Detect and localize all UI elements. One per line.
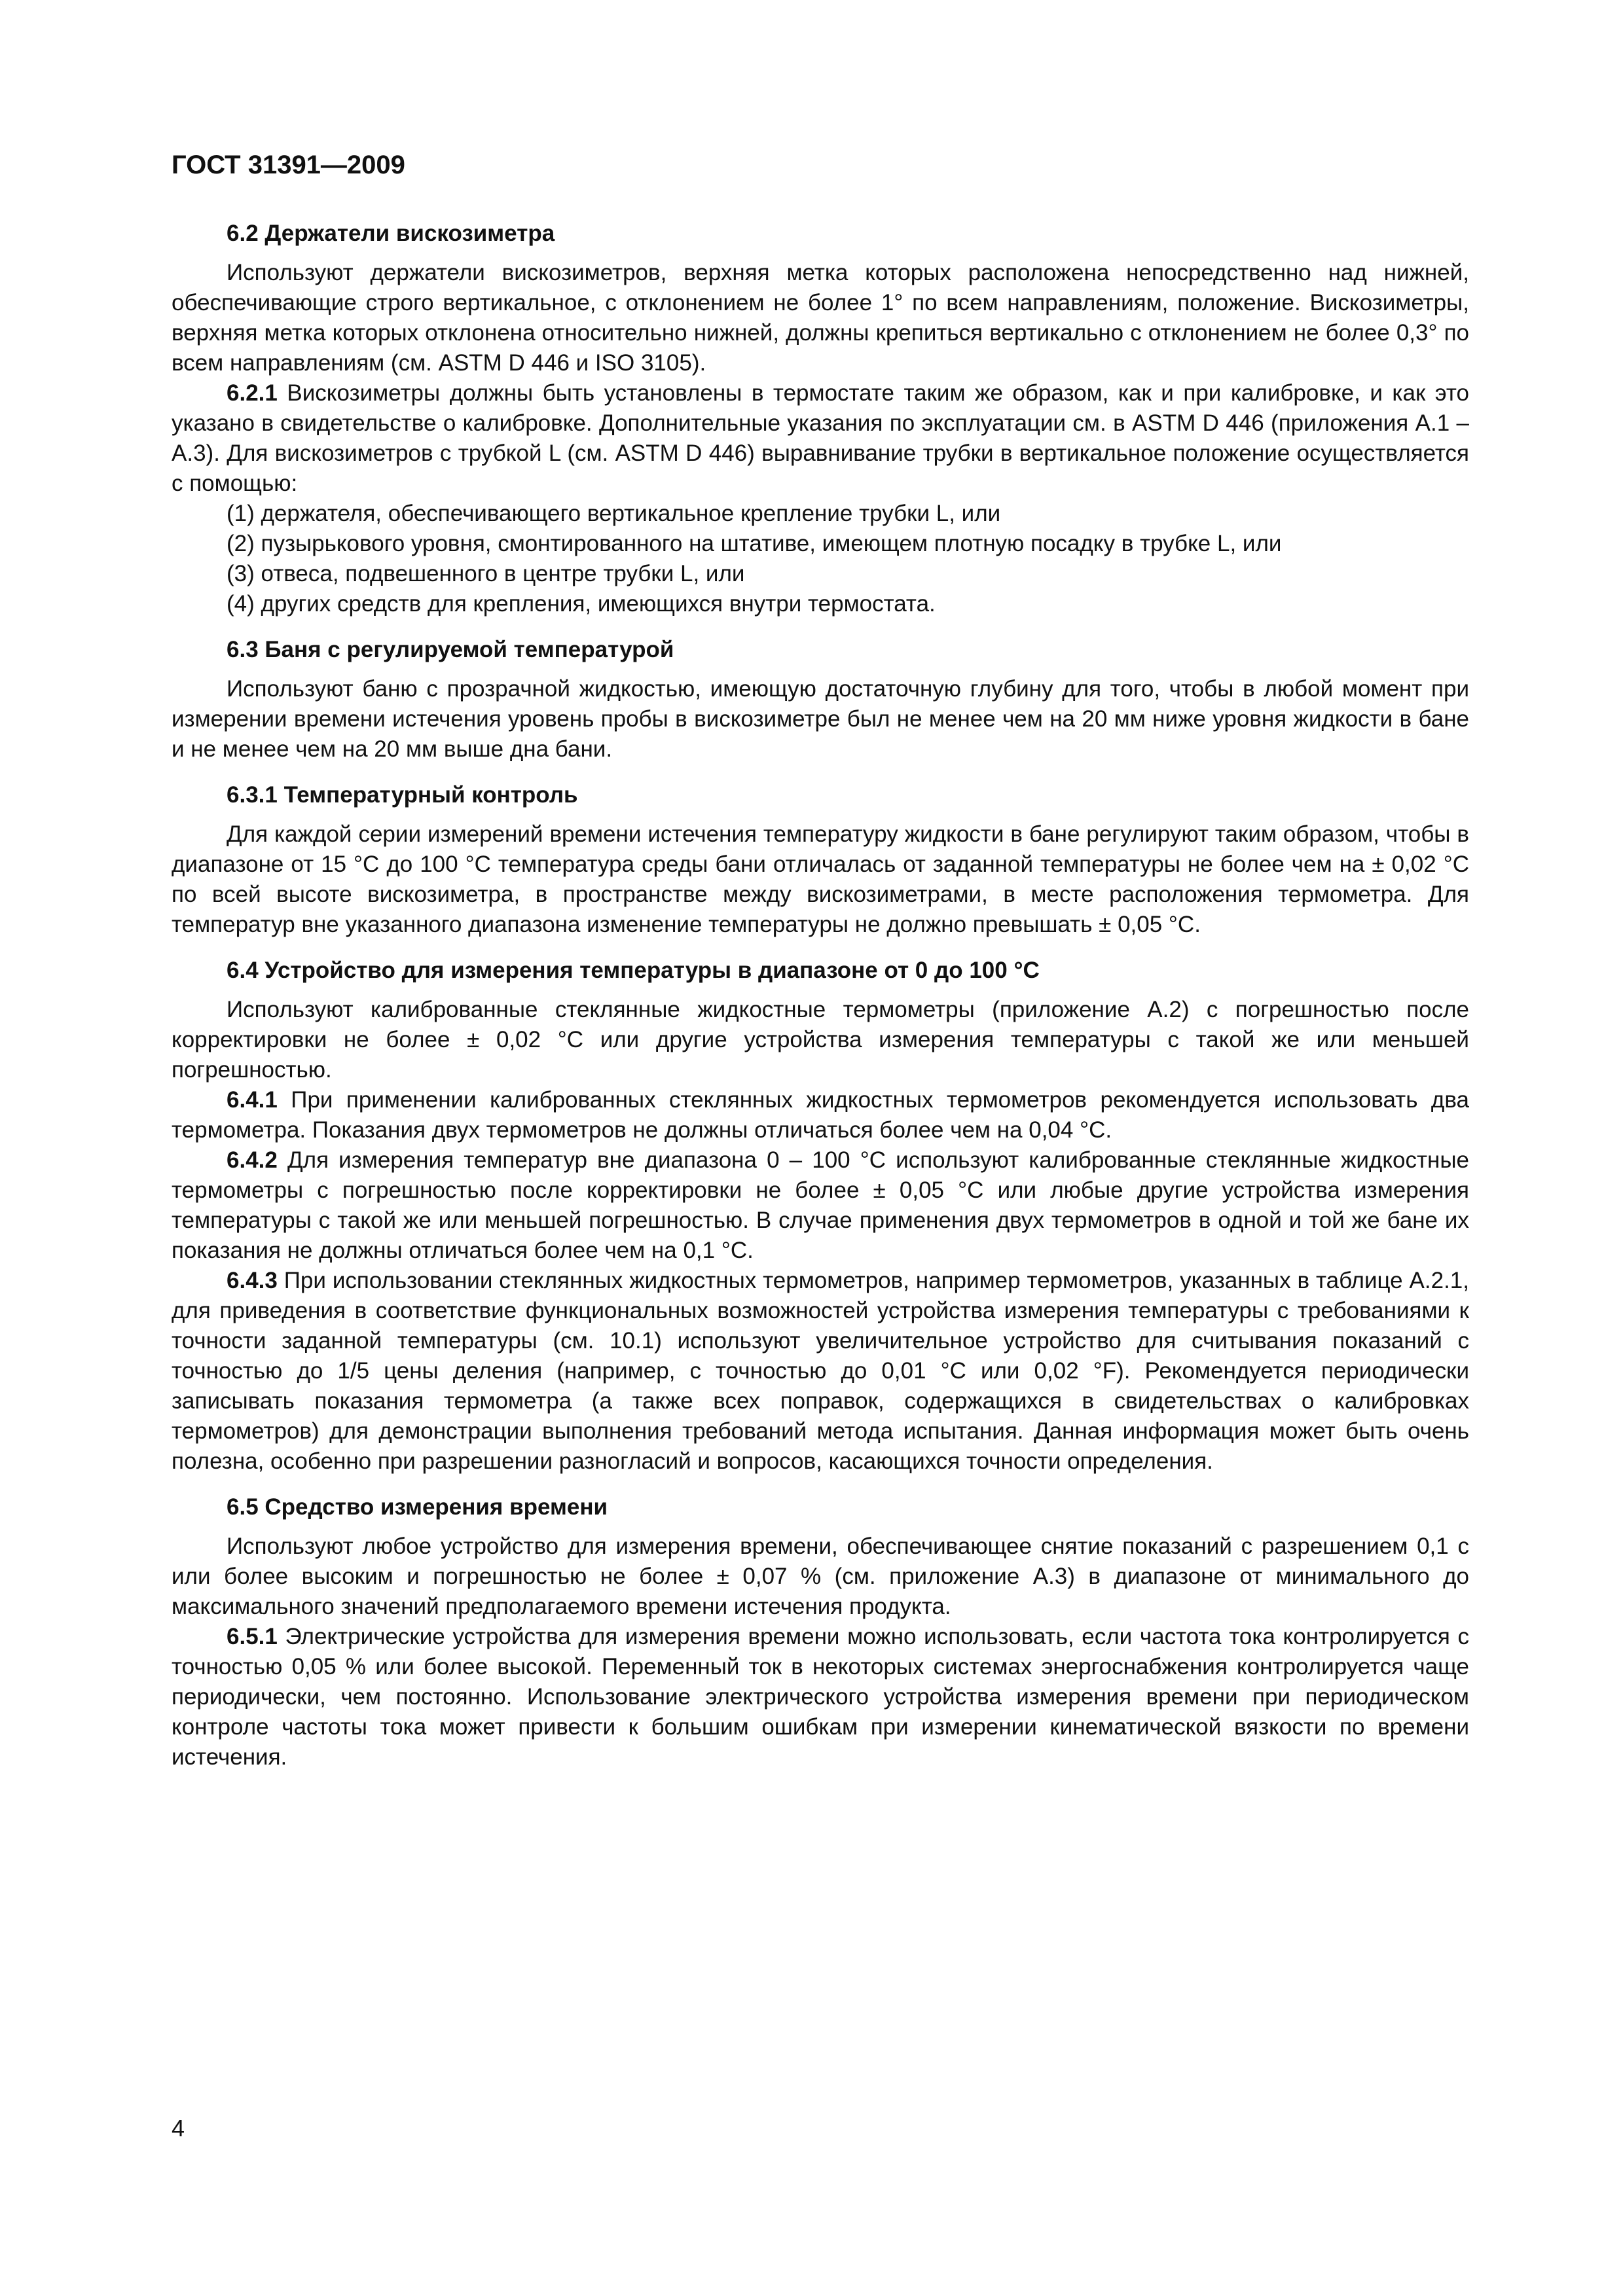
clause-number: 6.4.1 xyxy=(227,1087,278,1113)
paragraph-6-4: Используют калиброванные стеклянные жидкостные термометры (приложение А.2) с погрешностью после корректировки не более ± 0,02 °С или другие устройства измерения температуры с такой же или меньшей погрешностью. xyxy=(172,997,1469,1083)
page-number: 4 xyxy=(172,2115,185,2142)
clause-text: Для измерения температур вне диапазона 0 – 100 °С используют калиброванные стеклянные жидкостные термометры с погрешностью после корректировки не более ± 0,05 °С или любые другие устройства измерения температуры с такой же или меньшей погрешностью. В случае применения двух термометров в одной и той же бане их показания не должны отличаться более чем на 0,1 °С. xyxy=(172,1147,1469,1263)
list-item: (3) отвеса, подвешенного в центре трубки L, или xyxy=(227,561,745,586)
clause-text: При использовании стеклянных жидкостных термометров, например термометров, указанных в таблице А.2.1, для приведения в соответствие функциональных возможностей устройства измерения температуры с требованиями к точности заданной температуры (см. 10.1) используют увеличительное устройство для считывания показаний с точностью до 1/5 цены деления (например, с точностью до 0,01 °С или 0,02 °F). Рекомендуется периодически записывать показания термометра (а также всех поправок, содержащихся в свидетельствах о калибровках термометров) для демонстрации выполнения требований метода испытания. Данная информация может быть очень полезна, особенно при разрешении разногласий и вопросов, касающихся точности определения. xyxy=(172,1268,1469,1474)
paragraph-6-2: Используют держатели вискозиметров, верхняя метка которых расположена непосредственно над нижней, обеспечивающие строго вертикальное, с отклонением не более 1° по всем направлениям, положение. Вискозиметры, верхняя метка которых отклонена относительно нижней, должны крепиться вертикально с отклонением не более 0,3° по всем направлениям (см. ASTM D 446 и ISO 3105). xyxy=(172,260,1469,376)
list-item: (4) других средств для крепления, имеющихся внутри термостата. xyxy=(227,591,936,617)
clause-number: 6.5.1 xyxy=(227,1624,278,1649)
paragraph-6-4-3 xyxy=(172,1266,1469,1477)
section-heading-6-5: 6.5 Средство измерения времени xyxy=(227,1494,608,1520)
clause-text: При применении калиброванных стеклянных жидкостных термометров рекомендуется использовать два термометра. Показания двух термометров не должны отличаться более чем на 0,04 °С. xyxy=(172,1087,1469,1143)
document-title: ГОСТ 31391—2009 xyxy=(172,151,405,179)
paragraph-6-3: Используют баню с прозрачной жидкостью, имеющую достаточную глубину для того, чтобы в любой момент при измерении времени истечения уровень пробы в вискозиметре был не менее чем на 20 мм ниже уровня жидкости в бане и не менее чем на 20 мм выше дна бани. xyxy=(172,676,1469,762)
section-heading-6-4: 6.4 Устройство для измерения температуры в диапазоне от 0 до 100 °С xyxy=(227,958,1040,983)
clause-text: Вискозиметры должны быть установлены в термостате таким же образом, как и при калибровке, и как это указано в свидетельстве о калибровке. Дополнительные указания по эксплуатации см. в ASTM D 446 (приложения А.1 – А.3). Для вискозиметров с трубкой L (см. ASTM D 446) выравнивание трубки в вертикальное положение осуществляется с помощью: xyxy=(172,380,1469,496)
clause-number: 6.4.3 xyxy=(227,1268,278,1293)
clause-text: Электрические устройства для измерения времени можно использовать, если частота тока контролируется с точностью 0,05 % или более высокой. Переменный ток в некоторых системах энергоснабжения контролируется чаще периодически, чем постоянно. Использование электрического устройства измерения времени при периодическом контроле частоты тока может привести к большим ошибкам при измерении кинематической вязкости по времени истечения. xyxy=(172,1624,1469,1770)
document-page xyxy=(172,149,1469,1772)
list-item: (2) пузырькового уровня, смонтированного на штативе, имеющем плотную посадку в трубке L, или xyxy=(227,531,1282,556)
section-heading-6-3-1: 6.3.1 Температурный контроль xyxy=(227,782,578,808)
paragraph-6-5: Используют любое устройство для измерения времени, обеспечивающее снятие показаний с разрешением 0,1 с или более высоким и погрешностью не более ± 0,07 % (см. приложение А.3) в диапазоне от минимального до максимального значений предполагаемого времени истечения продукта. xyxy=(172,1534,1469,1619)
clause-number: 6.4.2 xyxy=(227,1147,278,1173)
paragraph-6-2-1 xyxy=(172,378,1469,499)
clause-number: 6.2.1 xyxy=(227,380,278,406)
paragraph-6-5-1 xyxy=(172,1622,1469,1772)
section-heading-6-2: 6.2 Держатели вискозиметра xyxy=(227,221,555,246)
paragraph-6-4-2 xyxy=(172,1145,1469,1266)
section-heading-6-3: 6.3 Баня с регулируемой температурой xyxy=(227,637,674,662)
paragraph-6-3-1: Для каждой серии измерений времени истечения температуру жидкости в бане регулируют таким образом, чтобы в диапазоне от 15 °С до 100 °С температура среды бани отличалась от заданной температуры не более чем на ± 0,02 °С по всей высоте вискозиметра, в пространстве между вискозиметрами, в месте расположения термометра. Для температур вне указанного диапазона изменение температуры не должно превышать ± 0,05 °С. xyxy=(172,821,1469,937)
paragraph-6-4-1 xyxy=(172,1085,1469,1145)
list-item: (1) держателя, обеспечивающего вертикальное крепление трубки L, или xyxy=(227,501,1001,526)
